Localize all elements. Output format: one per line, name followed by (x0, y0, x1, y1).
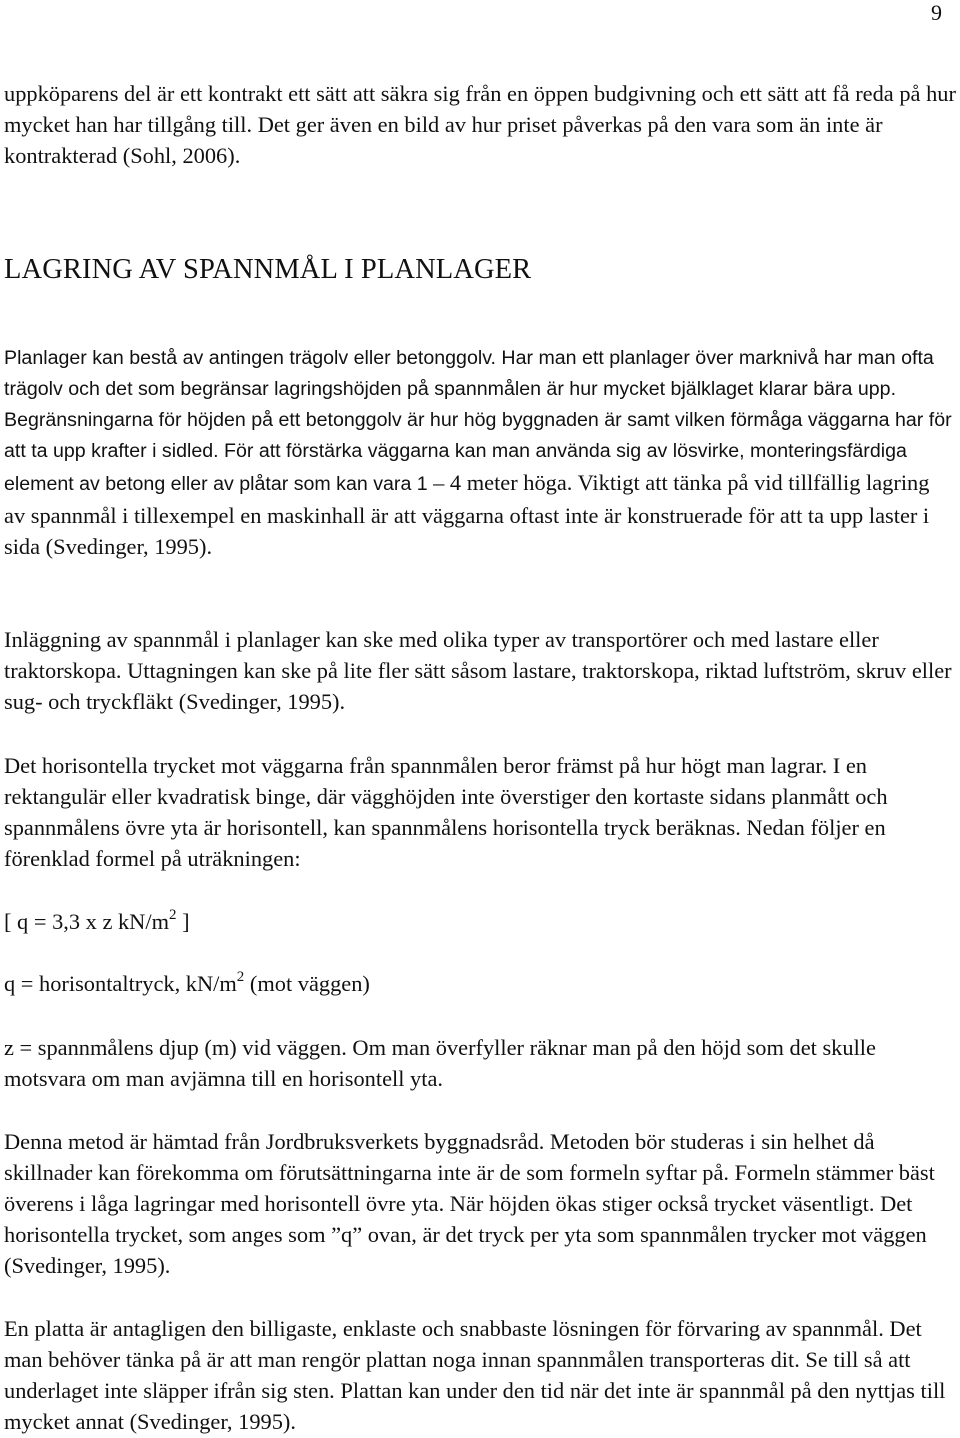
paragraph-horisontellt-tryck: Det horisontella trycket mot väggarna från spannmålen beror främst på hur högt man lagrar. I en rektangulär eller kvadratisk binge, där vägghöjden inte överstiger den kortaste sidans planmått och spannmålens övre yta är horisontell, kan spannmålens horisontella tryck beräknas. Nedan följer en förenklad formel på uträkningen: (4, 753, 888, 871)
definition-q-main: q = horisontaltryck, kN/m (4, 971, 237, 996)
formula (4, 906, 956, 937)
definition-q-end: (mot väggen) (244, 971, 370, 996)
formula-main: [ q = 3,3 x z kN/m (4, 909, 169, 934)
definition-q (4, 968, 956, 999)
page-number: 9 (931, 0, 942, 25)
definition-z: z = spannmålens djup (m) vid väggen. Om man överfyller räknar man på den höjd som det skulle motsvara om man avjämna till en horisontell yta. (4, 1035, 876, 1091)
paragraph-platta: En platta är antagligen den billigaste, enklaste och snabbaste lösningen för förvaring av spannmål. Det man behöver tänka på är att man rengör plattan noga innan spannmålen transporteras dit. Se till så att underlaget inte släpper ifrån sig sten. Plattan kan under den tid när det inte är spannmål på den nyttjas till mycket annat (Svedinger, 1995). (4, 1316, 946, 1434)
definition-q-exponent: 2 (236, 969, 245, 985)
paragraph-metod: Denna metod är hämtad från Jordbruksverkets byggnadsråd. Metoden bör studeras i sin helhet då skillnader kan förekomma om förutsättningarna inte är de som formeln syftar på. Formeln stämmer bäst överens i låga lagringar med horisontell övre yta. När höjden ökas stiger också trycket väsentligt. Det horisontella trycket, som anges som ”q” ovan, är det tryck per yta som spannmålen trycker mot väggen (Svedinger, 1995). (4, 1129, 935, 1278)
section-heading: LAGRING AV SPANNMÅL I PLANLAGER (4, 254, 532, 285)
paragraph-planlager-serif: – 4 meter höga. Viktigt att tänka på vid tillfällig lagring av spannmål i tillexempel en maskinhall är att väggarna oftast inte är konstruerade för att ta upp laster i sida (Svedinger, 1995). (4, 470, 930, 559)
paragraph-planlager (4, 343, 956, 562)
formula-end: ] (176, 909, 190, 934)
paragraph-inlaggning: Inläggning av spannmål i planlager kan ske med olika typer av transportörer och med lastare eller traktorskopa. Uttagningen kan ske på lite fler sätt såsom lastare, traktorskopa, riktad luftström, skruv eller sug- och tryckfläkt (Svedinger, 1995). (4, 627, 952, 714)
formula-exponent: 2 (169, 907, 177, 923)
paragraph-planlager-sans: Planlager kan bestå av antingen trägolv eller betonggolv. Har man ett planlager över marknivå har man ofta trägolv och det som begränsar lagringshöjden på spannmålen är hur mycket bjälklaget klarar bära upp. Begränsningarna för höjden på ett betonggolv är hur hög byggnaden är samt vilken förmåga väggarna har för att ta upp krafter i sidled. För att förstärka väggarna kan man använda sig av lösvirke, monteringsfärdiga element av betong eller av plåtar som kan vara 1 (4, 347, 952, 495)
intro-paragraph: uppköparens del är ett kontrakt ett sätt att säkra sig från en öppen budgivning och ett sätt att få reda på hur mycket han har tillgång till. Det ger även en bild av hur priset påverkas på den vara som än inte är kontrakterad (Sohl, 2006). (4, 81, 956, 168)
